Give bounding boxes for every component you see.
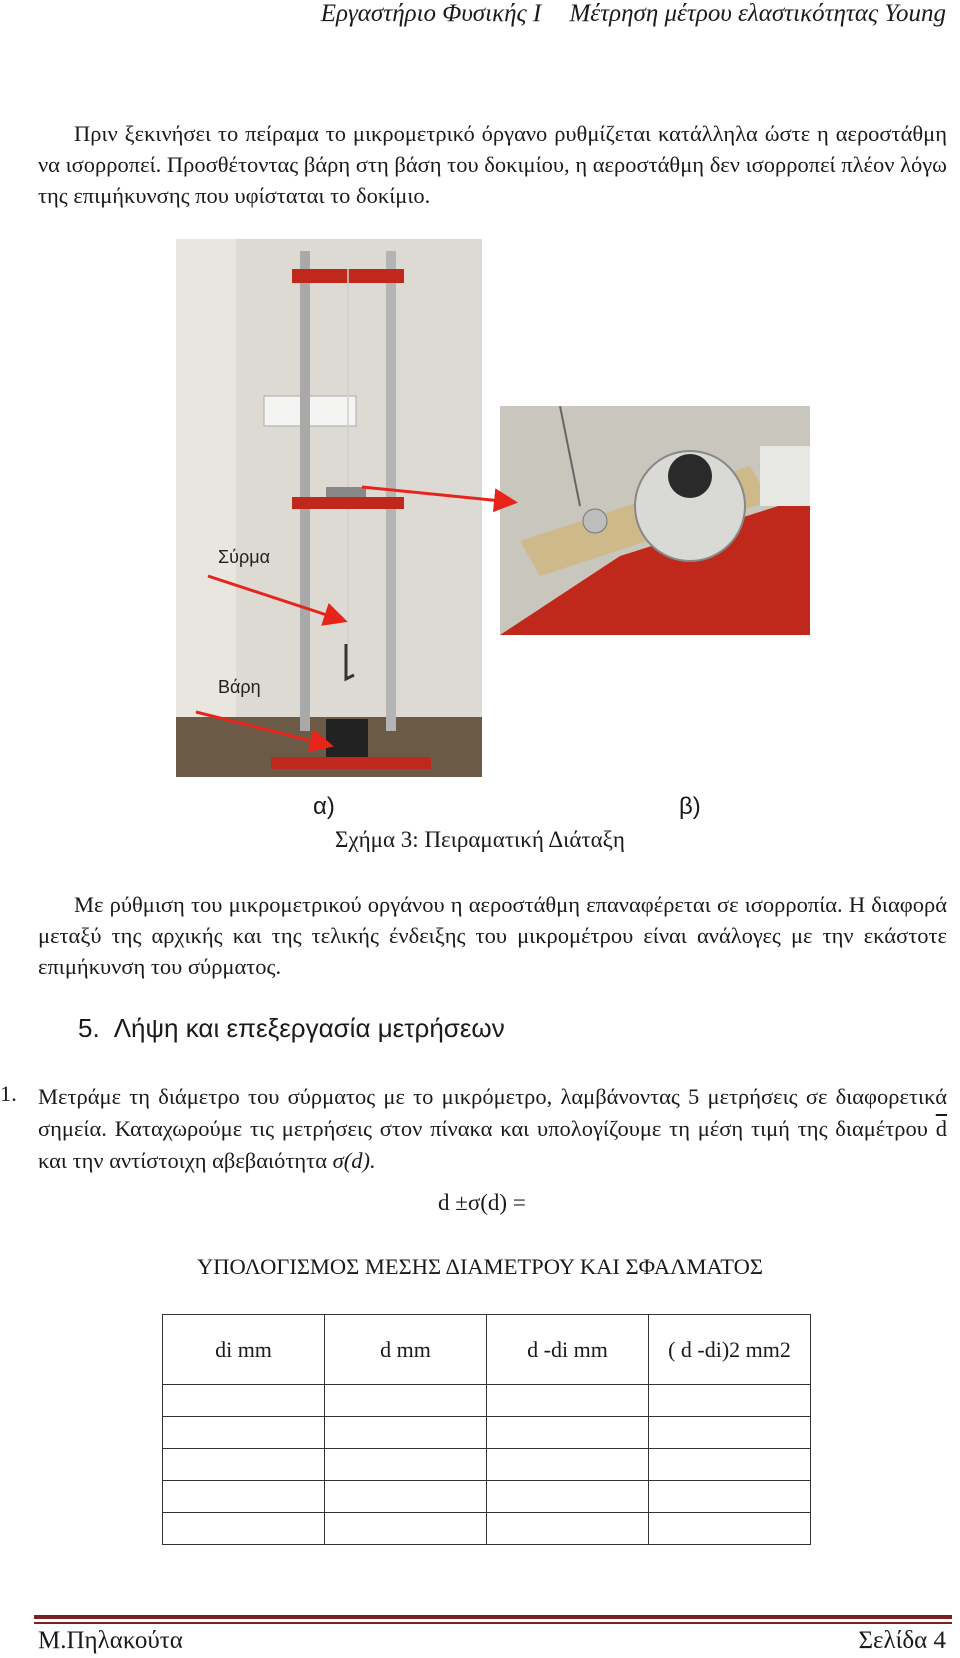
footer-rule-thin [34, 1622, 952, 1624]
header-d-mean: d mm [325, 1315, 487, 1385]
table-cell[interactable] [487, 1449, 649, 1481]
arrow-to-wire [208, 576, 342, 620]
table-cell[interactable] [163, 1513, 325, 1545]
footer-author: Μ.Πηλακούτα [38, 1627, 183, 1654]
section-heading [78, 1013, 505, 1044]
figure-caption: Σχήμα 3: Πειραματική Διάταξη [335, 827, 625, 852]
table-cell[interactable] [487, 1481, 649, 1513]
header-squared-deviation: ( d -di)2 mm2 [649, 1315, 811, 1385]
header-di: di mm [163, 1315, 325, 1385]
table-row [163, 1481, 811, 1513]
table-cell[interactable] [649, 1385, 811, 1417]
table-cell[interactable] [487, 1385, 649, 1417]
paragraph-2-text: Με ρύθμιση του μικρομετρικού οργάνου η αεροστάθμη επαναφέρεται σε ισορροπία. Η διαφορά μεταξύ της αρχικής και της τελικής ένδειξης του μικρομέτρου είναι ανάλογες με την εκάστοτε επιμήκυνση του σύρματος. [38, 892, 947, 979]
intro-text: Πριν ξεκινήσει το πείραμα το μικρομετρικό όργανο ρυθμίζεται κατάλληλα ώστε η αεροστάθμη να ισορροπεί. Προσθέτοντας βάρη στη βάση του δοκιμίου, η αεροστάθμη δεν ισορροπεί πλέον λόγω της επιμήκυνσης που υφίσταται το δοκίμιο. [38, 121, 947, 208]
arrow-to-micrometer [362, 487, 512, 502]
table-header-row [163, 1315, 811, 1385]
item-1-text-b: και την αντίστοιχη αβεβαιότητα [38, 1148, 327, 1173]
table-cell[interactable] [649, 1513, 811, 1545]
table-row [163, 1385, 811, 1417]
header-title: Μέτρηση μέτρου ελαστικότητας Young [569, 0, 946, 27]
table-row [163, 1449, 811, 1481]
item-1-text-a: Μετράμε τη διάμετρο του σύρματος με το μικρόμετρο, λαμβάνοντας 5 μετρήσεις σε διαφορετικά σημεία. Καταχωρούμε τις μετρήσεις στον πίνακα και υπολογίζουμε τη μέση τιμή της διαμέτρου [38, 1084, 947, 1141]
section-number: 5. [78, 1013, 100, 1043]
table-cell[interactable] [649, 1481, 811, 1513]
paragraph-2 [38, 889, 947, 982]
figure-label-a: α) [313, 793, 335, 820]
measurements-table [162, 1314, 811, 1545]
header-d-minus-di: d -di mm [487, 1315, 649, 1385]
figure-label-b: β) [679, 793, 701, 820]
table-cell[interactable] [325, 1385, 487, 1417]
item-1-paragraph [38, 1081, 947, 1177]
label-wire: Σύρμα [218, 547, 270, 567]
table-row [163, 1513, 811, 1545]
table-cell[interactable] [163, 1481, 325, 1513]
table-cell[interactable] [163, 1417, 325, 1449]
sigma-expression: σ(d). [332, 1148, 376, 1173]
table-cell[interactable] [325, 1513, 487, 1545]
item-1-number: 1. [0, 1081, 17, 1106]
figure-arrows [0, 0, 960, 800]
section-title: Λήψη και επεξεργασία μετρήσεων [113, 1013, 505, 1043]
table-cell[interactable] [649, 1417, 811, 1449]
header-course: Εργαστήριο Φυσικής Ι [320, 0, 542, 27]
table-cell[interactable] [487, 1513, 649, 1545]
table-cell[interactable] [325, 1449, 487, 1481]
table-cell[interactable] [487, 1417, 649, 1449]
footer-page: Σελίδα 4 [858, 1627, 946, 1654]
table-cell[interactable] [163, 1385, 325, 1417]
d-mean-symbol: $\overline{d}$ [935, 1116, 947, 1141]
table-title: ΥΠΟΛΟΓΙΣΜΟΣ ΜΕΣΗΣ ΔΙΑΜΕΤΡΟΥ ΚΑΙ ΣΦΑΛΜΑΤΟΣ [197, 1254, 763, 1279]
arrow-to-weights [196, 712, 328, 745]
table-row [163, 1417, 811, 1449]
table-cell[interactable] [325, 1417, 487, 1449]
table-cell[interactable] [325, 1481, 487, 1513]
table-cell[interactable] [163, 1449, 325, 1481]
footer-rule [34, 1615, 952, 1619]
mean-formula: d ±σ(d) = [438, 1190, 526, 1215]
table-cell[interactable] [649, 1449, 811, 1481]
label-weights: Βάρη [218, 677, 261, 697]
